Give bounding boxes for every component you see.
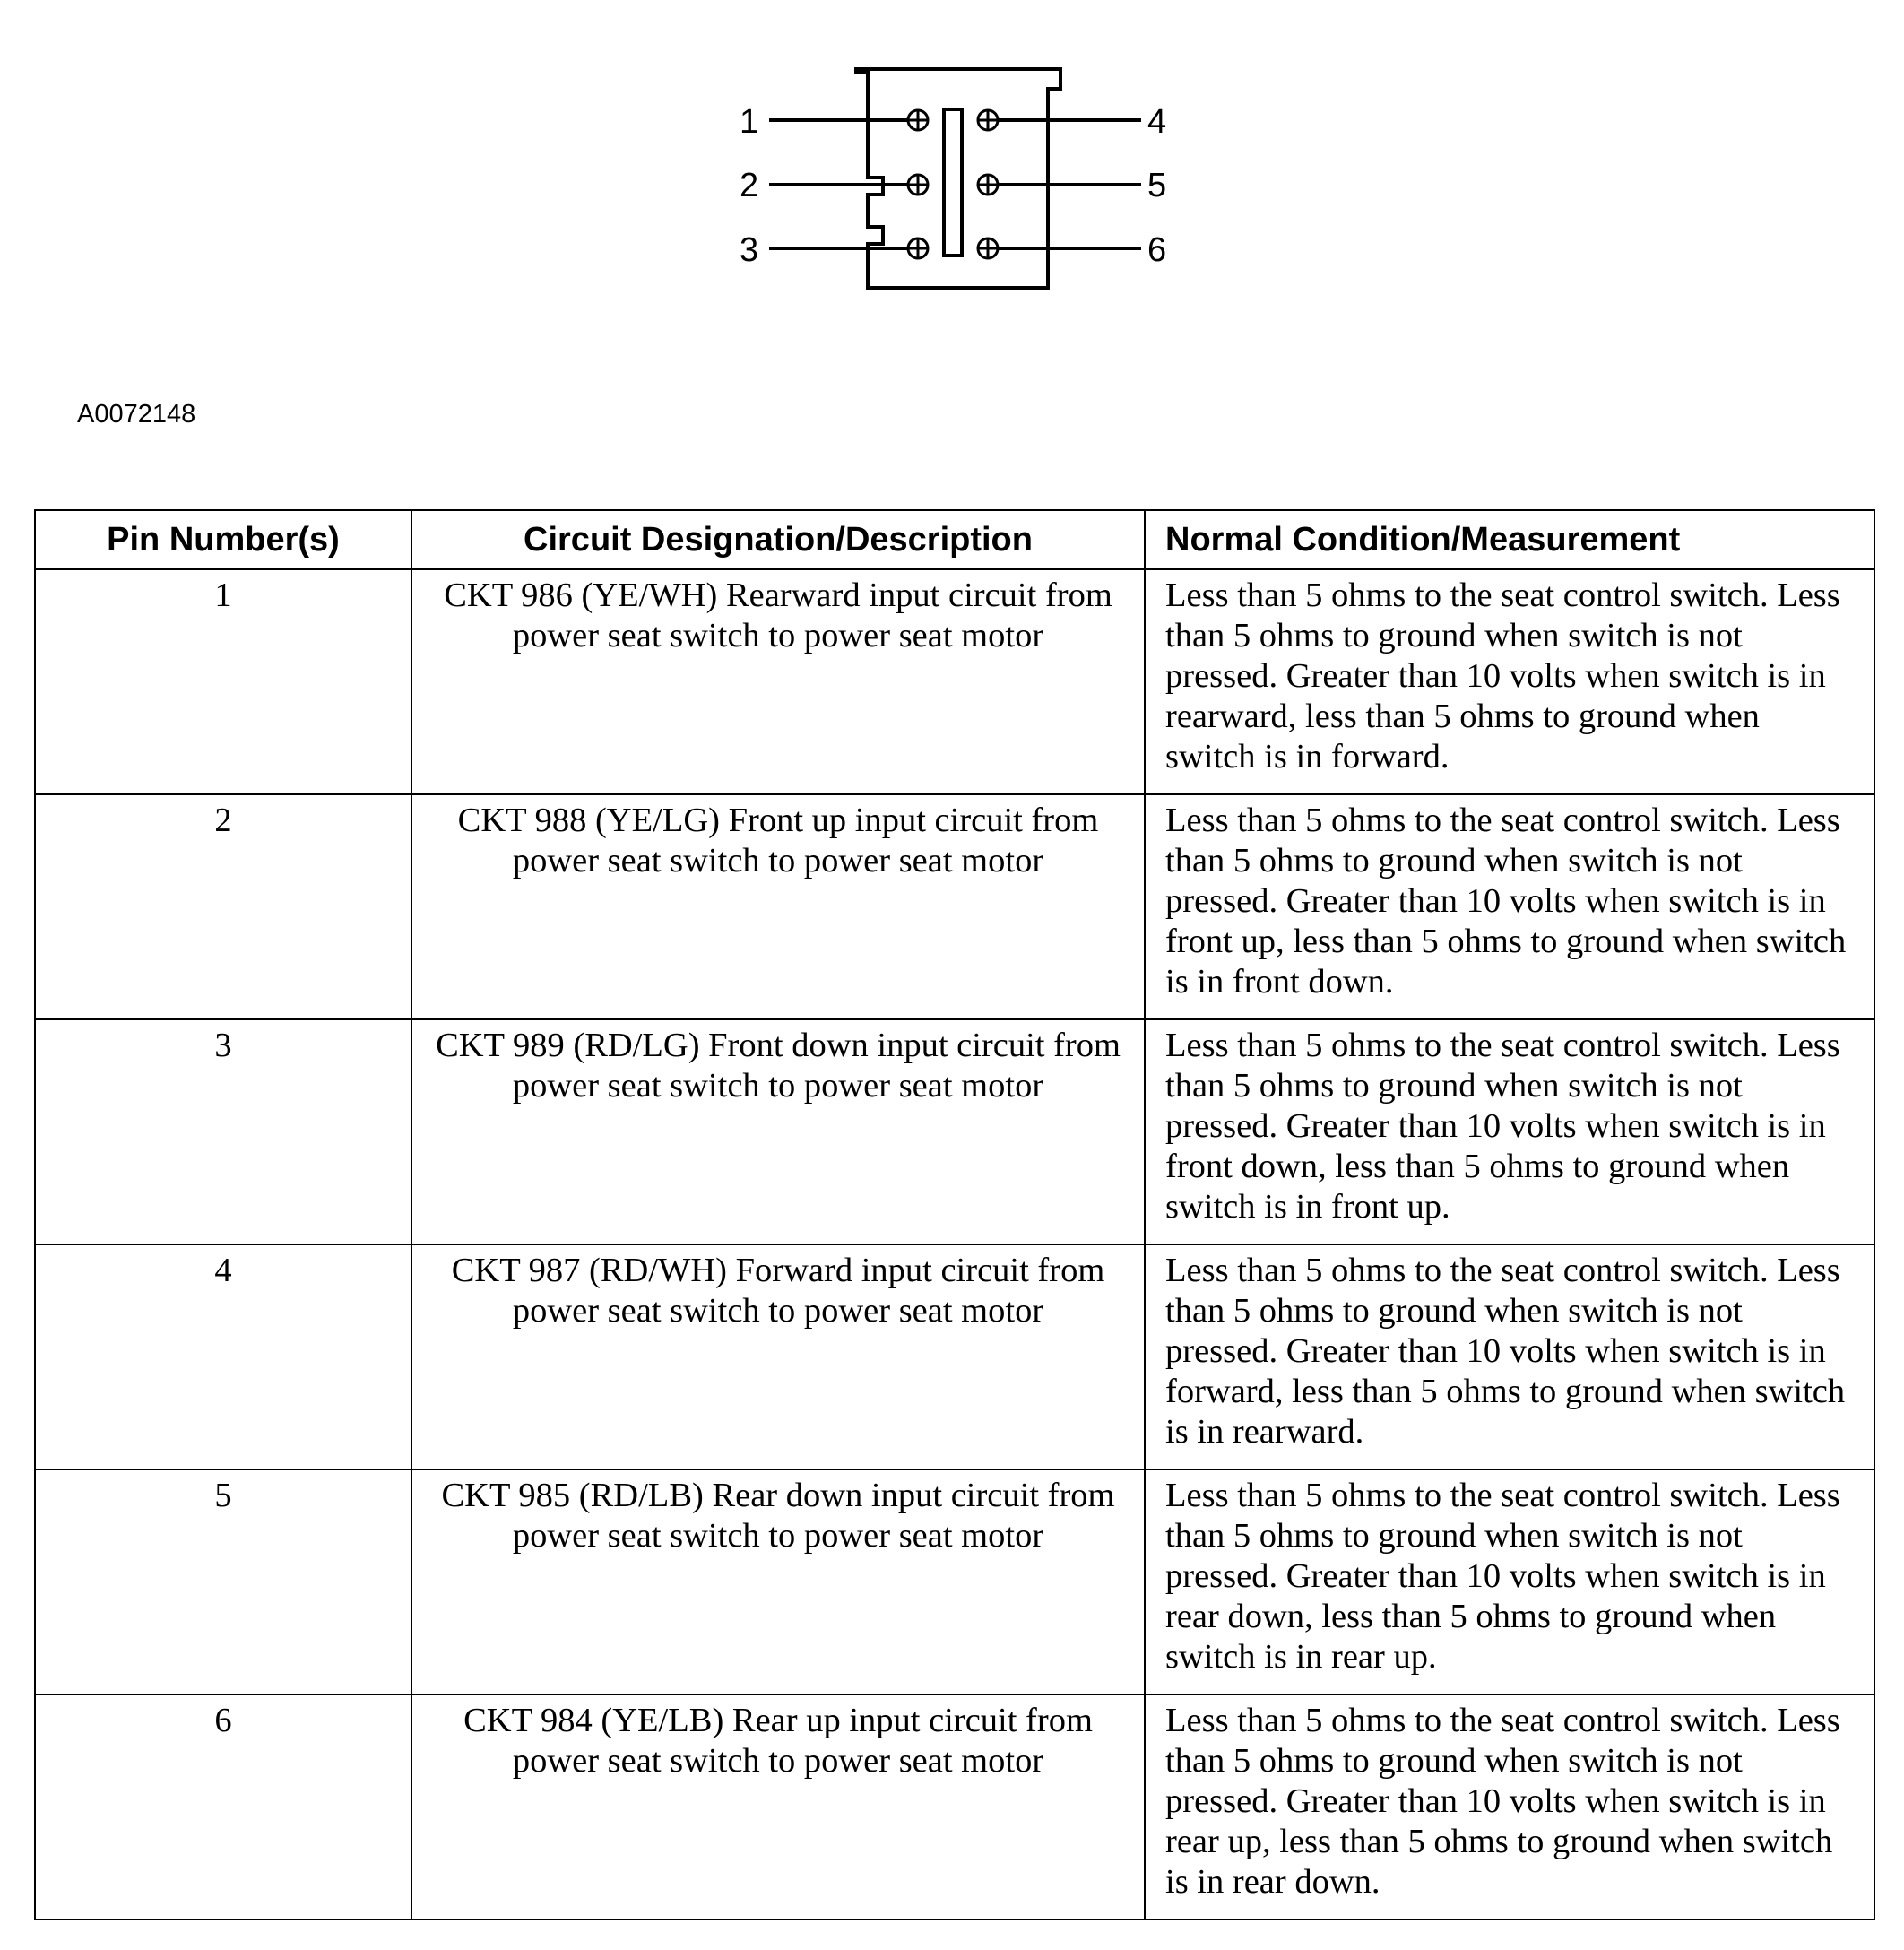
pin-label-1: 1 <box>740 103 759 141</box>
pin-number-cell: 2 <box>35 794 411 1019</box>
circuit-description-cell: CKT 985 (RD/LB) Rear down input circuit from power seat switch to power seat motor <box>411 1469 1145 1694</box>
table-row <box>35 569 1874 794</box>
measurement-cell: Less than 5 ohms to the seat control switch. Less than 5 ohms to ground when switch is not pressed. Greater than 10 volts when switch is in rear up, less than 5 ohms to ground when switch is in rear down. <box>1145 1694 1874 1920</box>
pin-terminal-crosses <box>908 110 998 258</box>
table-row <box>35 1469 1874 1694</box>
connector-body <box>856 69 1060 288</box>
figure-id: A0072148 <box>77 400 196 429</box>
measurement-cell: Less than 5 ohms to the seat control switch. Less than 5 ohms to ground when switch is not pressed. Greater than 10 volts when switch is in rear down, less than 5 ohms to ground when switch is in rear up. <box>1145 1469 1874 1694</box>
table-row <box>35 794 1874 1019</box>
pin-label-3: 3 <box>740 231 759 269</box>
table-header-row <box>35 510 1874 569</box>
table-row <box>35 1694 1874 1920</box>
pin-number-cell: 6 <box>35 1694 411 1920</box>
pin-number-cell: 4 <box>35 1244 411 1469</box>
table-row <box>35 1019 1874 1244</box>
pin-label-6: 6 <box>1147 231 1167 269</box>
pin-leads <box>769 120 1141 248</box>
pin-number-cell: 5 <box>35 1469 411 1694</box>
circuit-description-cell: CKT 986 (YE/WH) Rearward input circuit from power seat switch to power seat motor <box>411 569 1145 794</box>
circuit-description-cell: CKT 987 (RD/WH) Forward input circuit from power seat switch to power seat motor <box>411 1244 1145 1469</box>
pin-number-cell: 3 <box>35 1019 411 1244</box>
circuit-description-cell: CKT 984 (YE/LB) Rear up input circuit from power seat switch to power seat motor <box>411 1694 1145 1920</box>
measurement-cell: Less than 5 ohms to the seat control switch. Less than 5 ohms to ground when switch is not pressed. Greater than 10 volts when switch is in front down, less than 5 ohms to ground when switch is in front up. <box>1145 1019 1874 1244</box>
circuit-description-cell: CKT 988 (YE/LG) Front up input circuit from power seat switch to power seat motor <box>411 794 1145 1019</box>
center-key-slot <box>944 109 962 256</box>
circuit-description-cell: CKT 989 (RD/LG) Front down input circuit from power seat switch to power seat motor <box>411 1019 1145 1244</box>
pin-number-cell: 1 <box>35 569 411 794</box>
pin-label-4: 4 <box>1147 103 1167 141</box>
pin-circuit-table <box>34 509 1875 1920</box>
header-circuit-description: Circuit Designation/Description <box>411 510 1145 569</box>
measurement-cell: Less than 5 ohms to the seat control switch. Less than 5 ohms to ground when switch is not pressed. Greater than 10 volts when switch is in forward, less than 5 ohms to ground when switch is in rearward. <box>1145 1244 1874 1469</box>
header-normal-condition: Normal Condition/Measurement <box>1145 510 1874 569</box>
table-row <box>35 1244 1874 1469</box>
measurement-cell: Less than 5 ohms to the seat control switch. Less than 5 ohms to ground when switch is not pressed. Greater than 10 volts when switch is in rearward, less than 5 ohms to ground when switch is in forward. <box>1145 569 1874 794</box>
header-pin-numbers: Pin Number(s) <box>35 510 411 569</box>
pin-label-2: 2 <box>740 167 759 204</box>
connector-pinout-diagram <box>717 54 1219 314</box>
pin-label-5: 5 <box>1147 167 1167 204</box>
measurement-cell: Less than 5 ohms to the seat control switch. Less than 5 ohms to ground when switch is not pressed. Greater than 10 volts when switch is in front up, less than 5 ohms to ground when switch is in front down. <box>1145 794 1874 1019</box>
